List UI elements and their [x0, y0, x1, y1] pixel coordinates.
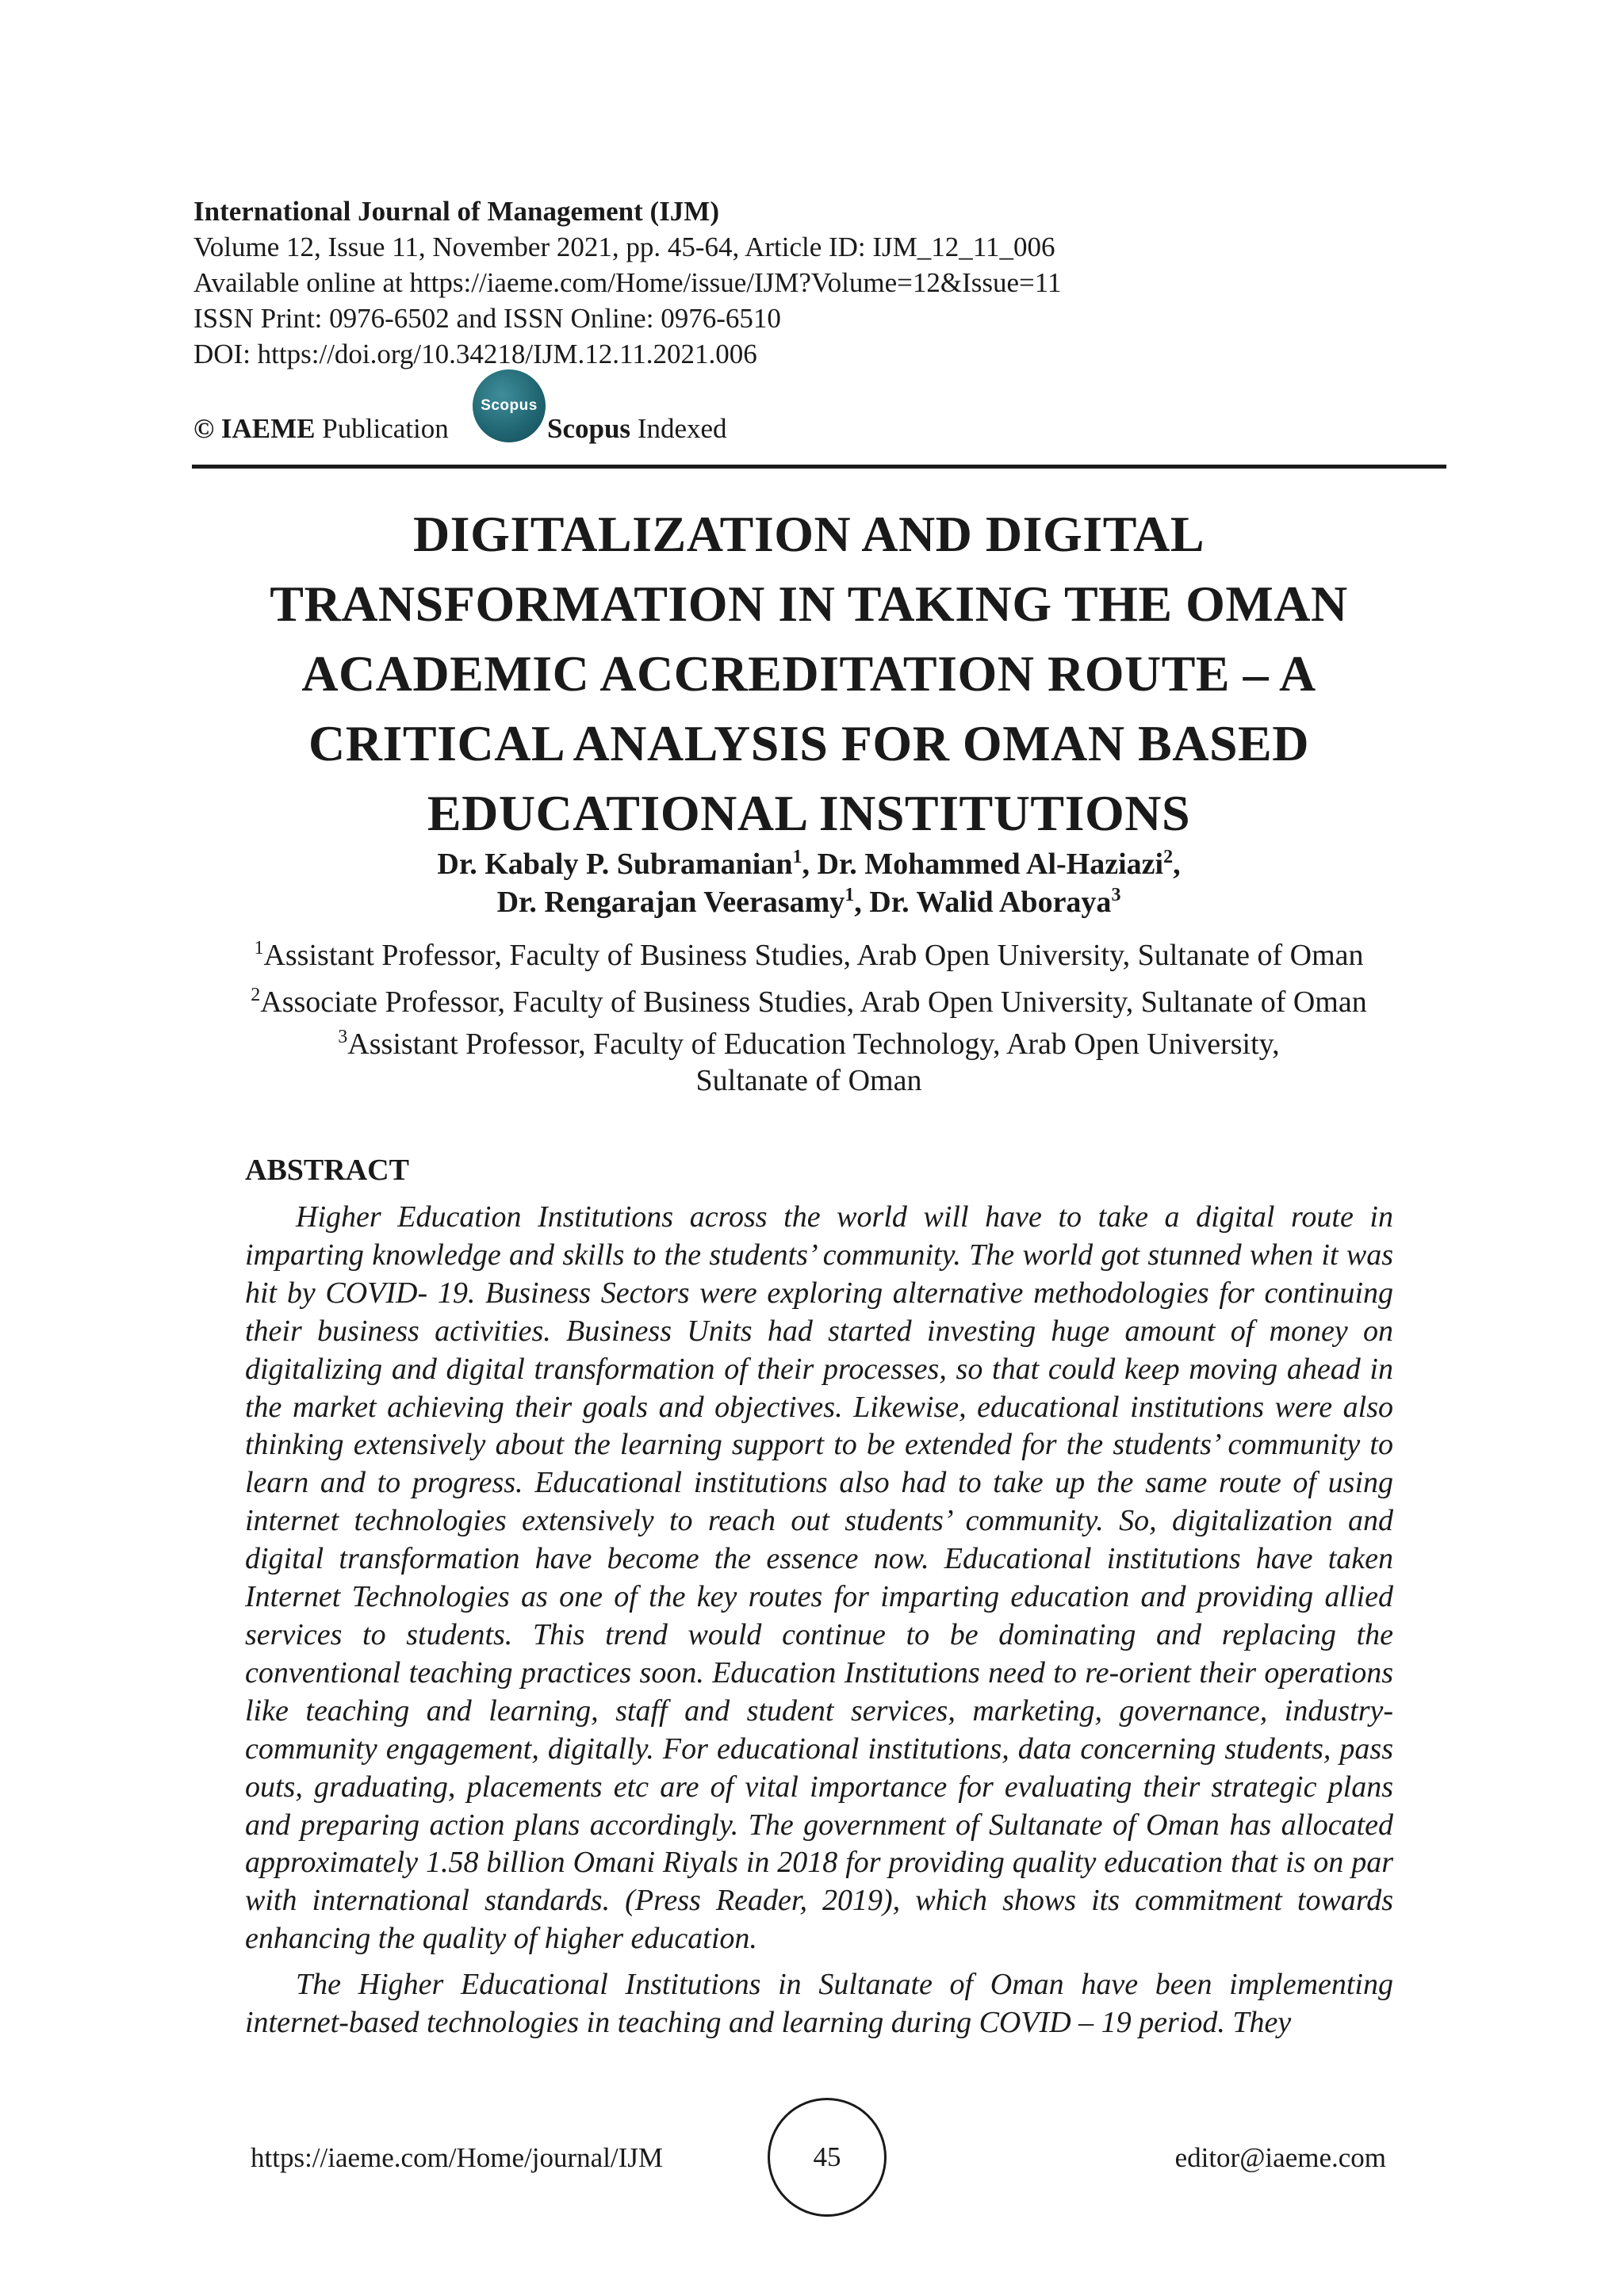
author-name: Dr. Kabaly P. Subramanian: [437, 848, 793, 881]
affiliation-text: Assistant Professor, Faculty of Business Studies, Arab Open University, Sultanate of Oman: [263, 939, 1364, 972]
page-number-badge: [768, 2098, 887, 2217]
abstract-paragraph: The Higher Educational Institutions in Sultanate of Oman have been implementing internet-based technologies in teaching and learning during COVID – 19 period. They: [245, 1968, 1393, 2040]
author-line: [159, 845, 1459, 883]
affiliation-marker: 1: [254, 938, 264, 959]
author-affiliation-marker: 1: [792, 847, 802, 867]
affiliation-list: [143, 932, 1475, 1099]
scopus-indexed-label: [547, 411, 727, 446]
scopus-suffix: Indexed: [637, 413, 727, 444]
journal-volume: Volume 12, Issue 11, November 2021, pp. 45-64, Article ID: IJM_12_11_006: [193, 232, 1055, 262]
paper-title: [159, 499, 1459, 848]
journal-header: [193, 193, 1446, 372]
scopus-bold: Scopus: [547, 413, 631, 444]
footer-editor-email[interactable]: editor@iaeme.com: [1174, 2142, 1386, 2173]
title-line: CRITICAL ANALYSIS FOR OMAN BASED: [308, 715, 1309, 771]
title-line: TRANSFORMATION IN TAKING THE OMAN: [270, 576, 1348, 632]
author-affiliation-marker: 3: [1111, 885, 1121, 905]
author-name: , Dr. Walid Aboraya: [854, 886, 1112, 919]
author-affiliation-marker: 1: [845, 885, 855, 905]
header-divider: [192, 465, 1446, 469]
title-line: EDUCATIONAL INSTITUTIONS: [427, 785, 1191, 841]
page-number: 45: [813, 2141, 841, 2172]
author-list: [159, 845, 1459, 921]
affiliation-line: [143, 932, 1475, 979]
author-affiliation-marker: 2: [1163, 847, 1174, 867]
title-line: ACADEMIC ACCREDITATION ROUTE – A: [301, 645, 1316, 702]
author-line: [159, 883, 1459, 921]
author-name: Dr. Rengarajan Veerasamy: [496, 886, 845, 919]
affiliation-text: Associate Professor, Faculty of Business Studies, Arab Open University, Sultanate of Oman: [260, 985, 1367, 1019]
journal-name: International Journal of Management (IJM): [193, 196, 720, 227]
affiliation-text: Assistant Professor, Faculty of Education Technology, Arab Open University,: [347, 1027, 1280, 1061]
affiliation-marker: 2: [251, 985, 261, 1005]
abstract-body: [245, 1199, 1393, 2050]
journal-online-link[interactable]: Available online at https://iaeme.com/Home/issue/IJM?Volume=12&Issue=11: [193, 267, 1062, 298]
abstract-heading: ABSTRACT: [245, 1154, 409, 1187]
journal-issn: ISSN Print: 0976-6502 and ISSN Online: 0976-6510: [193, 303, 781, 334]
abstract-paragraph: Higher Education Institutions across the world will have to take a digital route in imparting knowledge and skills to the students’ community. The world got stunned when it was hit by COVID- 19. Business Sectors were exploring alternative methodologies for continuing their business activities. Business Units had started investing huge amount of money on digitalizing and digital transformation of their processes, so that could keep moving ahead in the market achieving their goals and objectives. Likewise, educational institutions were also thinking extensively about the learning support to be extended for the students’ community to learn and to progress. Educational institutions also had to take up the same route of using internet technologies extensively to reach out students’ community. So, digitalization and digital transformation have become the essence now. Educational institutions have taken Internet Technologies as one of the key routes for imparting education and providing allied services to students. This trend would continue to be dominating and replacing the conventional teaching practices soon. Education Institutions need to re-orient their operations like teaching and learning, staff and student services, marketing, governance, industry-community engagement, digitally. For educational institutions, data concerning students, pass outs, graduating, placements etc are of vital importance for evaluating their strategic plans and preparing action plans accordingly. The government of Sultanate of Oman has allocated approximately 1.58 billion Omani Riyals in 2018 for providing quality education that is on par with international standards. (Press Reader, 2019), which shows its commitment towards enhancing the quality of higher education.: [245, 1200, 1393, 1956]
affiliation-line: [143, 1026, 1475, 1062]
publisher-suffix: Publication: [322, 413, 449, 444]
journal-doi[interactable]: DOI: https://doi.org/10.34218/IJM.12.11.2021.006: [193, 339, 757, 369]
copyright-symbol: ©: [193, 413, 215, 444]
author-name: , Dr. Mohammed Al-Haziazi: [802, 848, 1164, 881]
affiliation-line: [143, 979, 1475, 1026]
publisher-name: IAEME: [220, 413, 316, 444]
scopus-logo-text: Scopus: [481, 397, 538, 414]
footer-journal-url[interactable]: https://iaeme.com/Home/journal/IJM: [251, 2142, 664, 2173]
affiliation-continuation: Sultanate of Oman: [695, 1064, 922, 1097]
publisher-line: [193, 411, 449, 446]
affiliation-marker: 3: [338, 1027, 348, 1047]
scopus-logo-icon: [473, 369, 546, 442]
author-separator: ,: [1173, 848, 1181, 881]
title-line: DIGITALIZATION AND DIGITAL: [412, 506, 1205, 562]
